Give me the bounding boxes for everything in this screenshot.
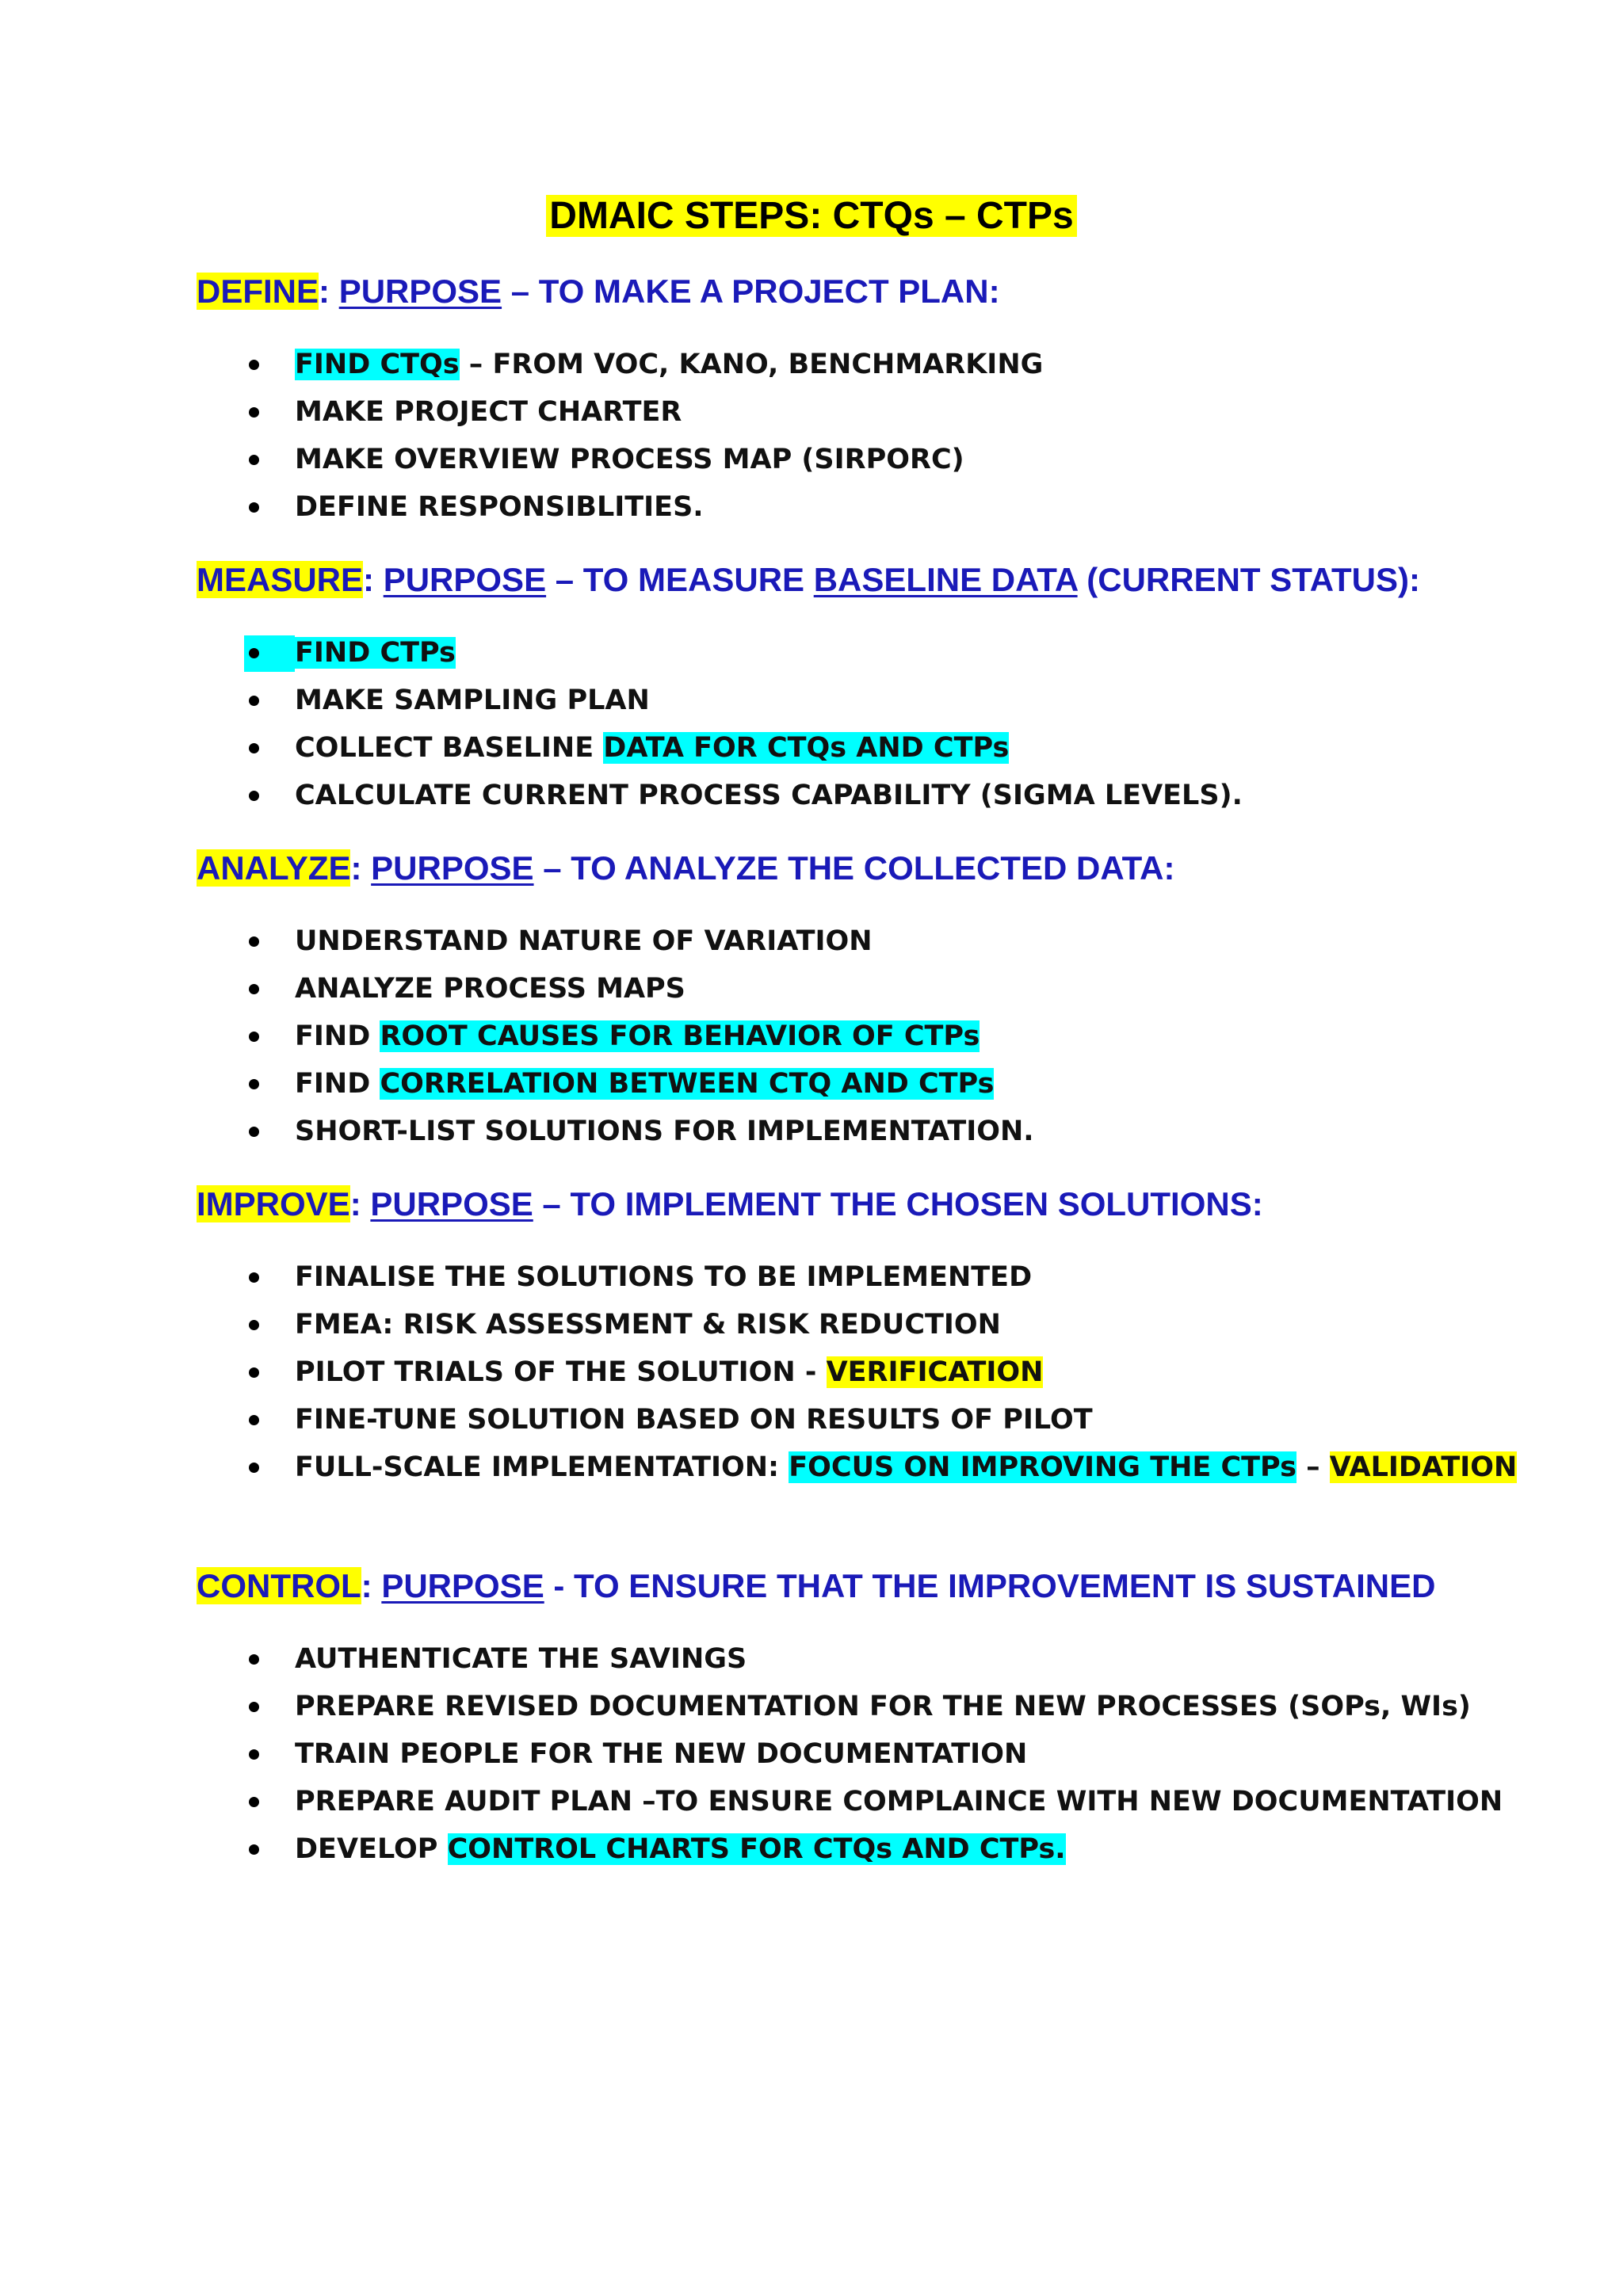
item-text: MAKE OVERVIEW PROCESS MAP (SIRPORC) (295, 444, 964, 475)
section-heading (197, 1182, 1560, 1226)
item-list (197, 1635, 1560, 1873)
bullet (249, 1367, 259, 1378)
bullet (249, 455, 259, 465)
list-item (197, 341, 1560, 388)
bullet (249, 1463, 259, 1473)
item-text: MAKE SAMPLING PLAN (295, 685, 650, 716)
bullet (249, 984, 259, 994)
highlight-text: CONTROL CHARTS FOR CTQs AND CTPs. (447, 1833, 1066, 1865)
highlight-text: VALIDATION (1329, 1451, 1518, 1483)
list-item (197, 1253, 1560, 1301)
bullet (249, 1654, 259, 1665)
section-control (197, 1564, 1560, 1873)
item-list (197, 917, 1560, 1155)
list-item (197, 1348, 1560, 1396)
list-item (197, 1635, 1560, 1683)
list-item (197, 917, 1560, 965)
item-text: PILOT TRIALS OF THE SOLUTION - (295, 1356, 827, 1388)
purpose-label: PURPOSE (381, 1567, 544, 1604)
list-item (197, 724, 1560, 772)
list-item (197, 677, 1560, 724)
heading-colon: : (350, 849, 362, 887)
section-key: CONTROL (197, 1567, 361, 1604)
heading-colon: : (361, 1567, 372, 1604)
item-list (197, 1253, 1560, 1491)
bullet (249, 1797, 259, 1807)
bullet (249, 1272, 259, 1283)
item-text: DEFINE RESPONSIBLITIES. (295, 491, 704, 523)
bullet (249, 1415, 259, 1425)
section-heading (197, 1564, 1560, 1608)
page-title-text: DMAIC STEPS: CTQs – CTPs (546, 195, 1076, 237)
item-text: CALCULATE CURRENT PROCESS CAPABILITY (SIGMA LEVELS). (295, 780, 1243, 811)
bullet (249, 648, 259, 658)
bullet (249, 696, 259, 706)
purpose-text: (CURRENT STATUS): (1077, 561, 1420, 598)
section-heading (197, 846, 1560, 891)
purpose-text: - TO ENSURE THAT THE IMPROVEMENT IS SUSTAINED (544, 1567, 1436, 1604)
purpose-text: – TO ANALYZE THE COLLECTED DATA: (533, 849, 1175, 887)
item-text: FINE-TUNE SOLUTION BASED ON RESULTS OF PILOT (295, 1404, 1093, 1436)
list-item (197, 1060, 1560, 1108)
item-text: – (1296, 1451, 1330, 1483)
list-item (197, 1396, 1560, 1444)
list-item (197, 436, 1560, 483)
list-item (197, 629, 1560, 677)
page-title (0, 194, 1623, 238)
list-item (197, 1013, 1560, 1060)
highlight-text: FOCUS ON IMPROVING THE CTPs (789, 1451, 1296, 1483)
item-text: ANALYZE PROCESS MAPS (295, 973, 685, 1005)
purpose-label: PURPOSE (371, 849, 534, 887)
purpose-text: – TO MAKE A PROJECT PLAN: (502, 273, 1000, 310)
section-key: DEFINE (197, 273, 319, 310)
section-define (197, 269, 1560, 531)
bullet (249, 502, 259, 513)
heading-colon: : (319, 273, 330, 310)
bullet (249, 1749, 259, 1760)
item-list (197, 629, 1560, 819)
item-text: – FROM VOC, KANO, BENCHMARKING (459, 349, 1044, 380)
item-text: DEVELOP (295, 1833, 448, 1865)
highlight-text: VERIFICATION (826, 1356, 1044, 1388)
list-item (197, 1444, 1560, 1491)
list-item (197, 483, 1560, 531)
highlight-text: FIND CTPs (295, 637, 456, 669)
section-key: MEASURE (197, 561, 364, 598)
item-text: FIND (295, 1068, 380, 1100)
list-item (197, 1301, 1560, 1348)
item-text: FIND (295, 1020, 380, 1052)
list-item (197, 1778, 1560, 1825)
item-list (197, 341, 1560, 531)
item-text: FINALISE THE SOLUTIONS TO BE IMPLEMENTED (295, 1261, 1033, 1293)
section-key: ANALYZE (197, 849, 351, 887)
list-item (197, 1730, 1560, 1778)
bullet (249, 791, 259, 801)
item-text: PREPARE AUDIT PLAN –TO ENSURE COMPLAINCE WITH NEW DOCUMENTATION (295, 1786, 1503, 1817)
bullet (249, 1079, 259, 1089)
item-text: UNDERSTAND NATURE OF VARIATION (295, 925, 873, 957)
bullet (249, 1032, 259, 1042)
purpose-label: PURPOSE (383, 561, 547, 598)
heading-colon: : (363, 561, 375, 598)
bullet (249, 360, 259, 370)
item-text: MAKE PROJECT CHARTER (295, 396, 682, 428)
section-heading (197, 269, 1560, 314)
list-item (197, 1108, 1560, 1155)
highlight-text: FIND CTQs (295, 349, 460, 380)
bullet (249, 1844, 259, 1855)
section-measure (197, 558, 1560, 819)
heading-colon: : (349, 1185, 361, 1222)
purpose-label: PURPOSE (370, 1185, 533, 1222)
item-text: AUTHENTICATE THE SAVINGS (295, 1643, 747, 1675)
list-item (197, 772, 1560, 819)
highlight-text: CORRELATION BETWEEN CTQ AND CTPs (380, 1068, 995, 1100)
bullet (249, 1702, 259, 1712)
bullet (249, 743, 259, 753)
section-improve (197, 1182, 1560, 1491)
bullet (249, 1320, 259, 1330)
bullet (249, 1127, 259, 1137)
highlight-text: ROOT CAUSES FOR BEHAVIOR OF CTPs (380, 1020, 980, 1052)
list-item (197, 1825, 1560, 1873)
section-key: IMPROVE (197, 1185, 350, 1222)
section-analyze (197, 846, 1560, 1155)
item-text: PREPARE REVISED DOCUMENTATION FOR THE NEW PROCESSES (SOPs, WIs) (295, 1691, 1471, 1722)
purpose-label: PURPOSE (338, 273, 502, 310)
highlight-text: DATA FOR CTQs AND CTPs (603, 732, 1010, 764)
section-heading (197, 558, 1560, 602)
item-text: COLLECT BASELINE (295, 732, 604, 764)
list-item (197, 1683, 1560, 1730)
list-item (197, 388, 1560, 436)
list-item (197, 965, 1560, 1013)
purpose-underlined: BASELINE DATA (813, 561, 1078, 598)
purpose-text: – TO IMPLEMENT THE CHOSEN SOLUTIONS: (533, 1185, 1263, 1222)
bullet (249, 936, 259, 947)
bullet (249, 407, 259, 418)
item-text: SHORT-LIST SOLUTIONS FOR IMPLEMENTATION. (295, 1116, 1034, 1147)
purpose-text: – TO MEASURE (546, 561, 814, 598)
item-text: FMEA: RISK ASSESSMENT & RISK REDUCTION (295, 1309, 1001, 1341)
item-text: TRAIN PEOPLE FOR THE NEW DOCUMENTATION (295, 1738, 1028, 1770)
item-text: FULL-SCALE IMPLEMENTATION: (295, 1451, 789, 1483)
